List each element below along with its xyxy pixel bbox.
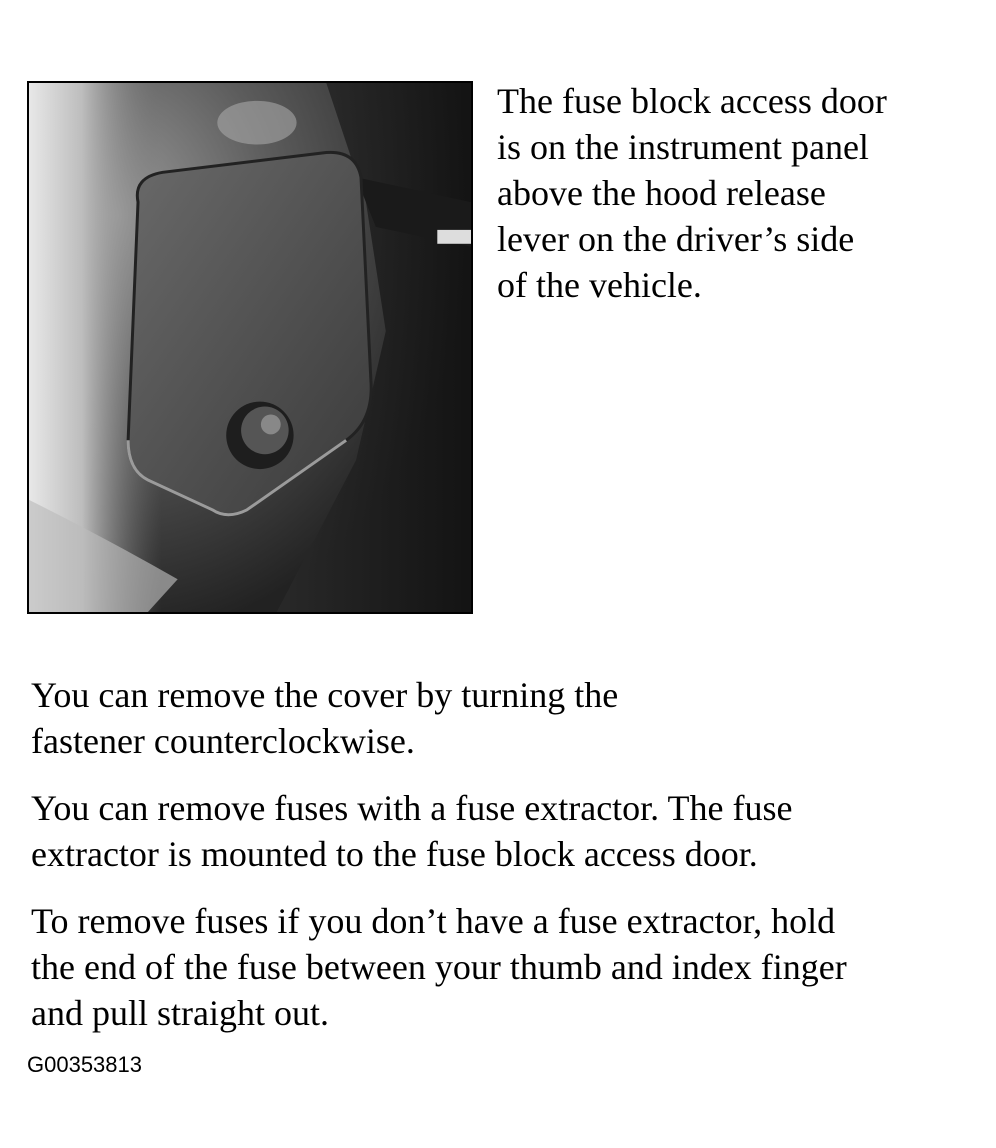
- door-location-line: of the vehicle.: [497, 265, 702, 305]
- figure-code: G00353813: [27, 1052, 142, 1077]
- door-location-line: above the hood release: [497, 173, 826, 213]
- door-location-line: lever on the driver’s side: [497, 219, 855, 259]
- paragraph-line: To remove fuses if you don’t have a fuse extractor, hold: [31, 901, 836, 941]
- paragraph-line: fastener counterclockwise.: [31, 721, 415, 761]
- paragraph-line: and pull straight out.: [31, 993, 329, 1033]
- fuse-block-access-door-photo-icon: [27, 81, 473, 614]
- fuse-extractor-paragraph: [31, 785, 792, 877]
- remove-fuses-by-hand-paragraph: [31, 898, 847, 1036]
- door-location-line: is on the instrument panel: [497, 127, 869, 167]
- remove-cover-paragraph: [31, 672, 618, 764]
- door-location-line: The fuse block access door: [497, 81, 887, 121]
- door-location-text: [497, 78, 987, 308]
- paragraph-line: You can remove fuses with a fuse extractor. The fuse: [31, 788, 793, 828]
- paragraph-line: You can remove the cover by turning the: [31, 675, 619, 715]
- paragraph-line: the end of the fuse between your thumb and index finger: [31, 947, 847, 987]
- paragraph-line: extractor is mounted to the fuse block access door.: [31, 834, 758, 874]
